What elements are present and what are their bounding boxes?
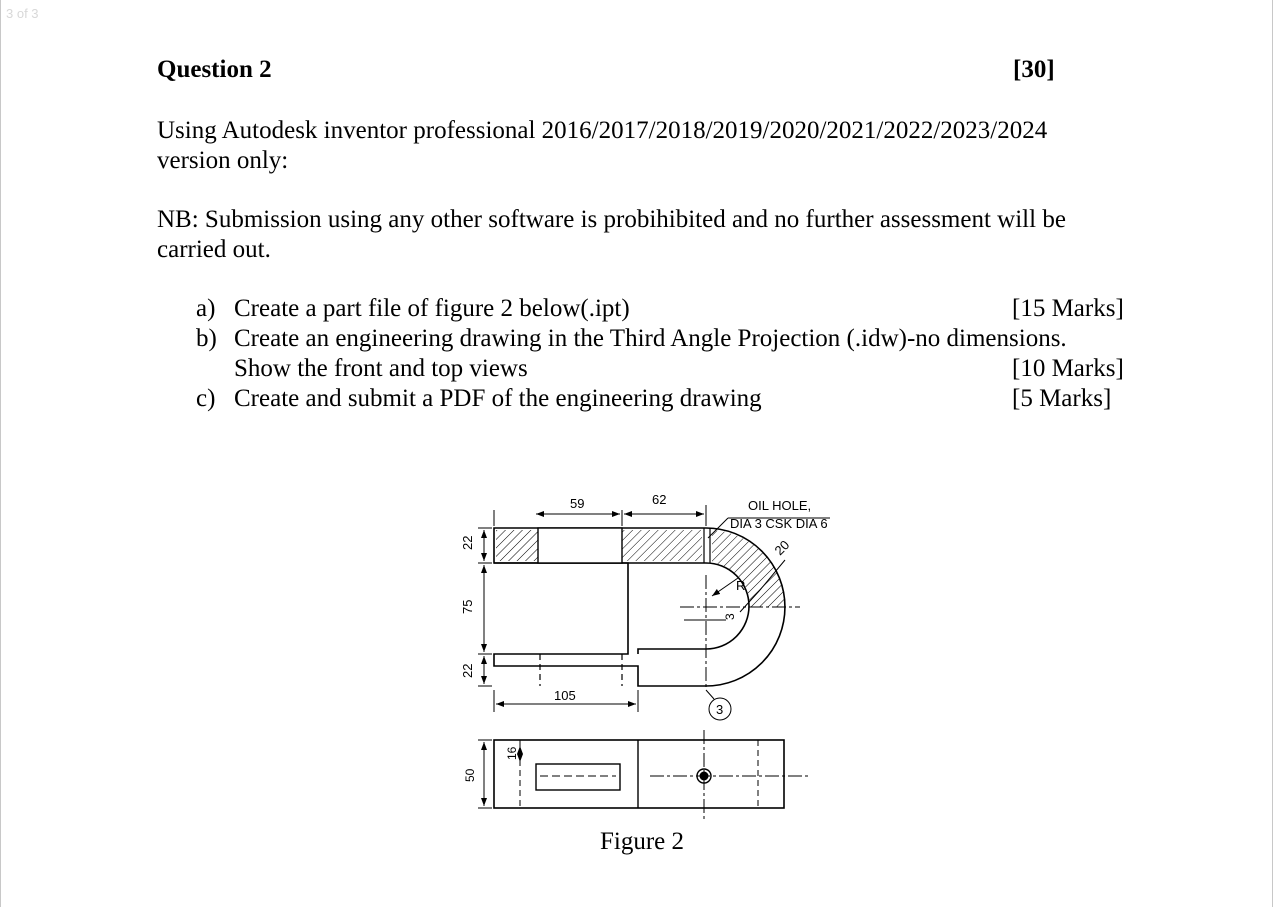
task-marks: [10 Marks] <box>1012 355 1124 382</box>
dim-105: 105 <box>554 688 576 703</box>
task-text: Create and submit a PDF of the engineering drawing <box>234 385 762 412</box>
task-letter: c) <box>196 385 216 412</box>
slot-outline <box>494 563 749 654</box>
task-text: Show the front and top views <box>234 355 528 382</box>
question-marks: [30] <box>1013 56 1055 83</box>
nb-line-2: carried out. <box>157 236 271 263</box>
dim-62: 62 <box>652 492 667 507</box>
question-title: Question 2 <box>157 56 272 83</box>
dim-22-top: 22 <box>460 535 475 550</box>
task-marks: [5 Marks] <box>1012 385 1112 412</box>
front-view <box>494 528 800 690</box>
dim-radius: R <box>736 578 746 593</box>
task-text: Create an engineering drawing in the Third Angle Projection (.idw)-no dimensions. <box>234 325 1067 352</box>
dim-22-bottom: 22 <box>460 663 475 678</box>
dim-50: 50 <box>463 768 477 782</box>
figure-caption: Figure 2 <box>600 828 685 855</box>
dim-20: 20 <box>771 537 793 559</box>
top-view <box>478 730 808 820</box>
balloon-label: 3 <box>716 702 724 717</box>
nb-line-1: NB: Submission using any other software is probihibited and no further assessment will be <box>157 206 1066 233</box>
oil-hole-note-line-2: DIA 3 CSK DIA 6 <box>730 516 828 531</box>
dim-59: 59 <box>570 496 585 511</box>
hatch-left <box>496 530 538 561</box>
task-text: Create a part file of figure 2 below(.ipt) <box>234 295 630 322</box>
task-letter: a) <box>196 295 216 322</box>
oil-hole-note-line-1: OIL HOLE, <box>748 498 812 513</box>
task-marks: [15 Marks] <box>1012 295 1124 322</box>
page-counter: 3 of 3 <box>6 6 39 21</box>
dim-75: 75 <box>460 599 475 614</box>
intro-line-1: Using Autodesk inventor professional 2016/2017/2018/2019/2020/2021/2022/2023/2024 <box>157 117 1048 144</box>
intro-line-2: version only: <box>157 147 289 174</box>
dim-3: 3 <box>723 613 737 620</box>
arm-window <box>538 528 622 563</box>
hatch-middle <box>622 530 702 561</box>
dim-16: 16 <box>505 746 519 760</box>
task-letter: b) <box>196 325 217 352</box>
